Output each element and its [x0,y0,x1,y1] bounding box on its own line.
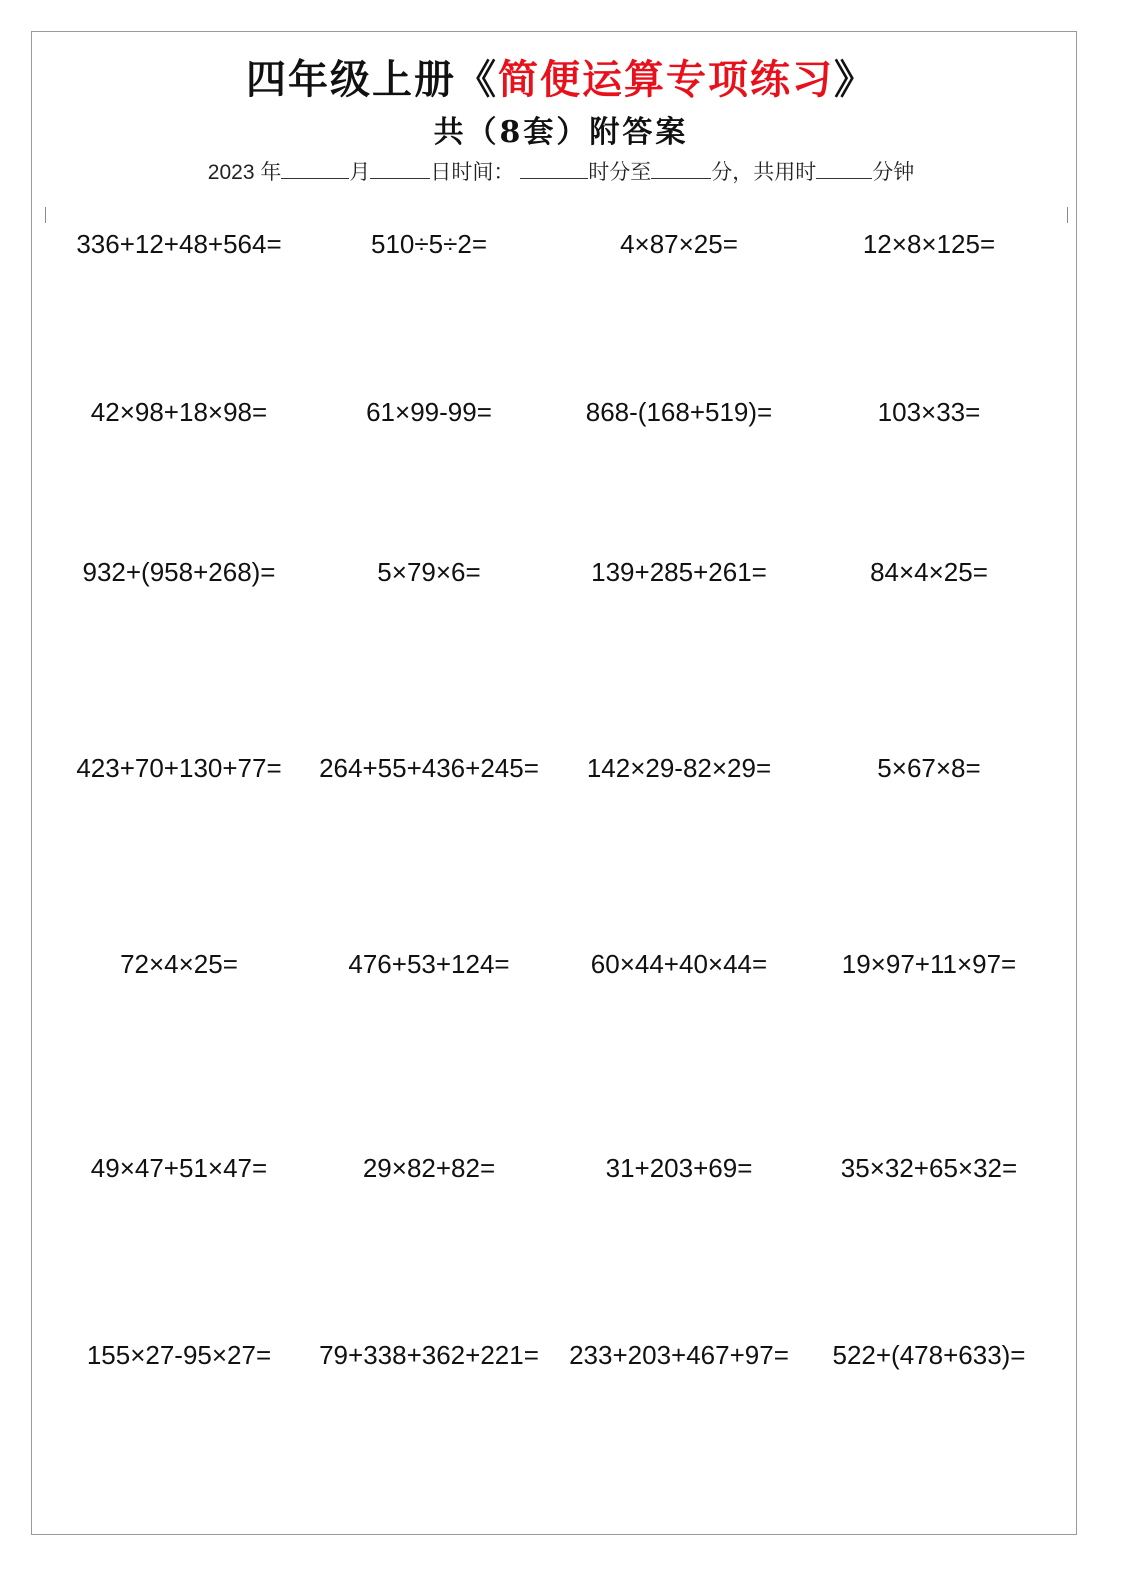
problem-2-4: 103×33= [877,397,981,427]
problem-3-4: 84×4×25= [870,557,988,587]
title-highlight: 简便运算专项练习 [498,56,834,103]
problem-4-2: 264+55+436+245= [319,753,539,783]
problem-3-1: 932+(958+268)= [82,557,276,587]
problem-4-1: 423+70+130+77= [76,753,282,783]
title-prefix: 四年级上册《 [246,56,498,103]
problem-6-3: 31+203+69= [605,1153,753,1183]
problem-7-3: 233+203+467+97= [569,1340,789,1370]
day-time-label: 日时间： [430,161,515,184]
end-label: 分钟 [872,161,915,184]
problem-2-2: 61×99-99= [366,397,492,427]
problem-3-3: 139+285+261= [591,557,767,587]
worksheet-subtitle: 共（8套）附答案 [433,115,689,150]
problem-6-4: 35×32+65×32= [840,1153,1018,1183]
right-margin-mark [1067,207,1068,223]
problem-5-3: 60×44+40×44= [590,949,768,979]
problem-7-4: 522+(478+633)= [832,1340,1026,1370]
problem-2-3: 868-(168+519)= [585,397,773,427]
problem-5-2: 476+53+124= [348,949,510,979]
problem-1-3: 4×87×25= [620,229,738,259]
title-suffix: 》 [834,56,876,103]
problem-4-3: 142×29-82×29= [586,753,772,783]
problem-4-4: 5×67×8= [877,753,981,783]
year-label: 2023 年 [207,161,282,184]
problem-5-4: 19×97+11×97= [841,949,1017,979]
minute-label: 分，共用时 [711,161,817,184]
problem-7-1: 155×27-95×27= [86,1340,272,1370]
left-margin-mark [45,207,46,223]
problem-1-2: 510÷5÷2= [370,229,488,259]
problem-5-1: 72×4×25= [120,949,238,979]
problem-1-1: 336+12+48+564= [76,229,282,259]
problem-6-1: 49×47+51×47= [90,1153,268,1183]
problem-7-2: 79+338+362+221= [319,1340,539,1370]
problem-6-2: 29×82+82= [362,1153,496,1183]
problem-2-1: 42×98+18×98= [90,397,268,427]
problem-3-2: 5×79×6= [377,557,481,587]
problem-grid [54,0,1054,1587]
from-label: 时分至 [588,161,652,184]
month-label: 月 [349,161,371,184]
problem-1-4: 12×8×125= [862,229,996,259]
